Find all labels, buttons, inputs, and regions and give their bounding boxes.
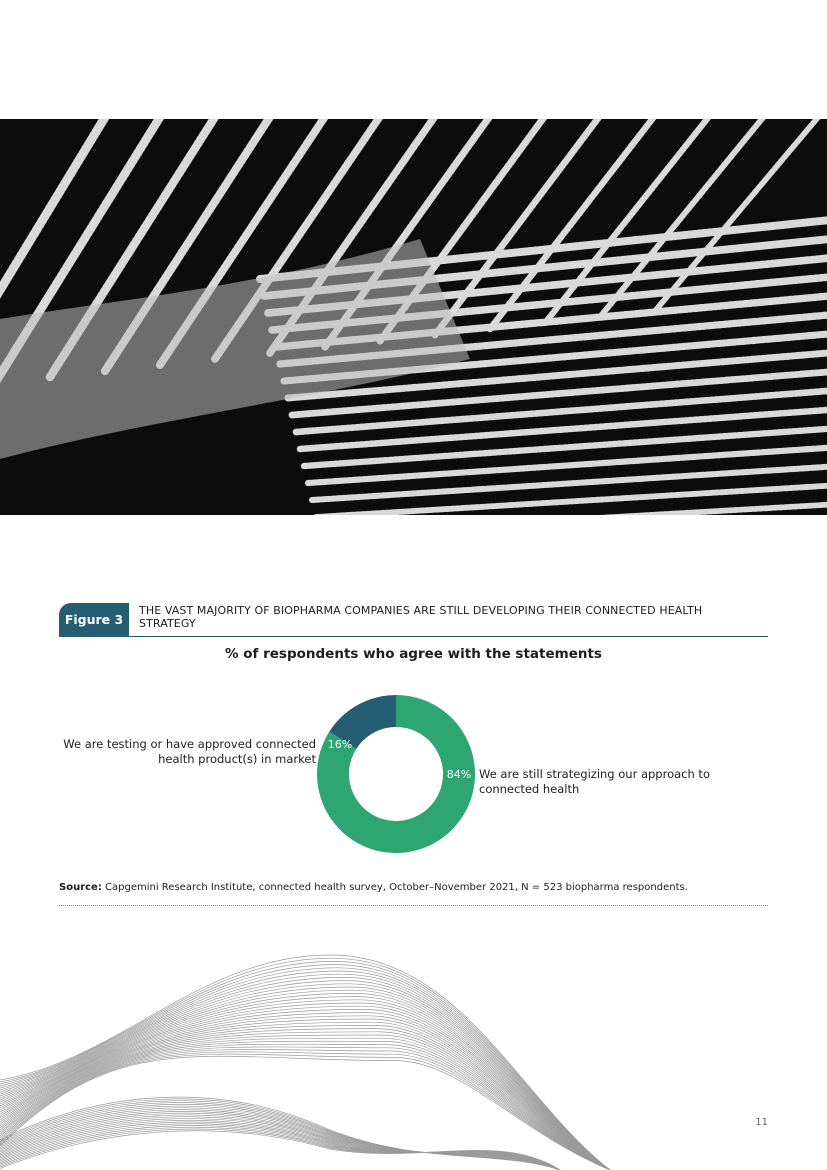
category-label-1-line2: connected health: [479, 782, 580, 796]
source-text: Capgemini Research Institute, connected health survey, October–November 2021, N = 523 biopharma respondents.: [105, 882, 688, 893]
source-label: Source:: [59, 882, 102, 893]
chart-title: % of respondents who agree with the statements: [225, 646, 602, 662]
rope-photo: [0, 119, 827, 515]
figure-tab: Figure 3: [59, 603, 129, 636]
category-label-0: We are testing or have approved connected: [63, 737, 316, 751]
page-number: 11: [755, 1117, 768, 1128]
donut-chart: [0, 660, 827, 880]
figure-rule: [59, 636, 768, 637]
slice-value-label-0: 16%: [327, 738, 353, 751]
wave-lines-decoration: [0, 940, 827, 1170]
dotted-divider: [59, 905, 768, 906]
category-label-1: We are still strategizing our approach to: [479, 767, 710, 781]
source-note: [59, 882, 768, 893]
slice-value-label-1: 84%: [446, 768, 472, 781]
category-label-0-line2: health product(s) in market: [158, 752, 316, 766]
figure-title: THE VAST MAJORITY OF BIOPHARMA COMPANIES ARE STILL DEVELOPING THEIR CONNECTED HEALTH STRATEGY: [139, 604, 703, 630]
